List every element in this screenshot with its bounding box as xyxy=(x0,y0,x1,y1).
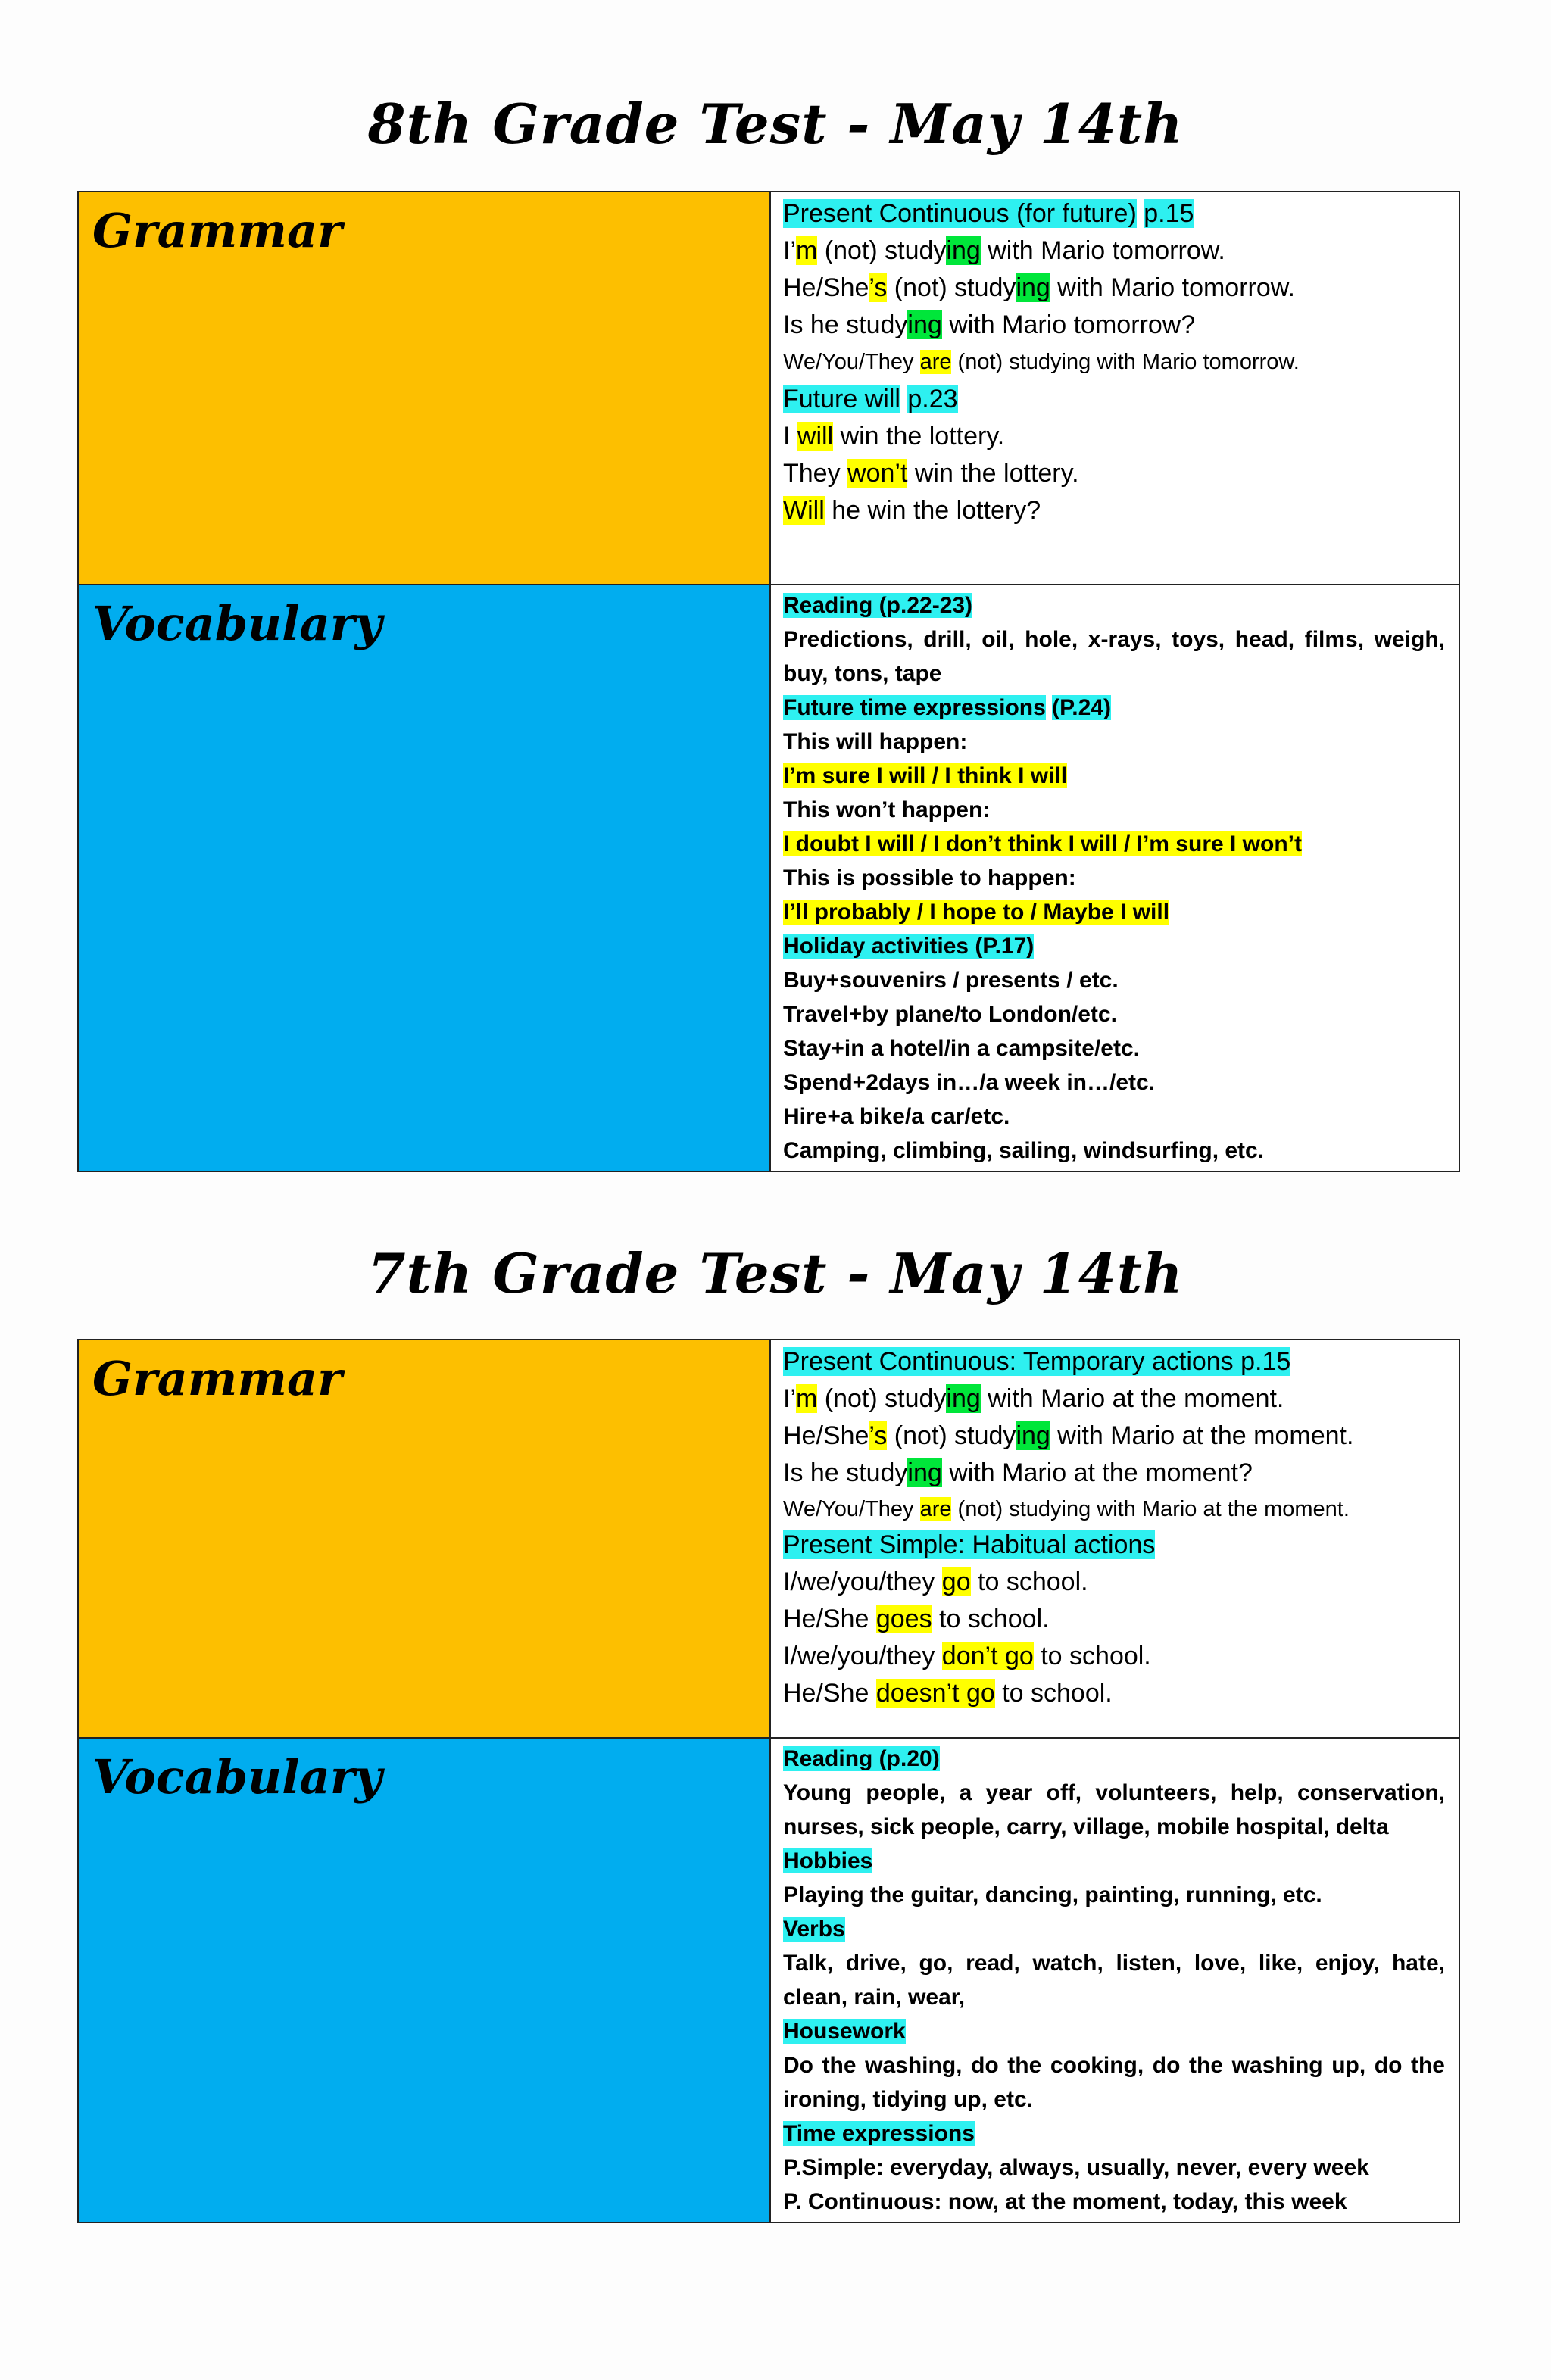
test8-vocab-label-cell xyxy=(79,585,771,1171)
test7-grammar-line-2: He/She’s (not) studying with Mario at the moment. xyxy=(783,1421,1354,1450)
test7-grammar-line-6: He/She goes to school. xyxy=(783,1605,1050,1633)
test7-vocab-heading-3: Verbs xyxy=(783,1917,845,1942)
test7-grammar-label-cell xyxy=(79,1340,771,1737)
test8-vocab-content xyxy=(771,585,1459,1171)
test8-vocab-line-3: I’m sure I will / I think I will xyxy=(783,763,1068,788)
test8-vocab-line-2: This will happen: xyxy=(783,729,968,754)
test8-grammar-line-5: I will win the lottery. xyxy=(783,422,1005,451)
test7-grammar-content xyxy=(771,1340,1459,1737)
test7-vocab-heading-1: Reading (p.20) xyxy=(783,1746,940,1771)
test7-vocab-label: Vocabulary xyxy=(92,1749,382,1804)
test8-vocab-line-12: Hire+a bike/a car/etc. xyxy=(783,1104,1010,1129)
test8-grammar-line-1: I’m (not) studying with Mario tomorrow. xyxy=(783,236,1225,265)
test8-grammar-line-3: Is he studying with Mario tomorrow? xyxy=(783,310,1196,339)
test7-vocab-line-2: Playing the guitar, dancing, painting, running, etc. xyxy=(783,1882,1322,1907)
test7-grammar-line-3: Is he studying with Mario at the moment? xyxy=(783,1458,1253,1487)
test8-grammar-line-7: Will he win the lottery? xyxy=(783,496,1041,525)
test7-grammar-line-4: We/You/They are (not) studying with Mario at the moment. xyxy=(783,1497,1350,1521)
test7-vocab-content xyxy=(771,1739,1459,2222)
test7-vocab-heading-4: Housework xyxy=(783,2019,906,2044)
test8-vocab-row xyxy=(79,585,1459,1171)
test7-vocab-line-5: P.Simple: everyday, always, usually, never, every week xyxy=(783,2155,1369,2180)
test8-vocab-label: Vocabulary xyxy=(92,596,382,651)
test8-vocab-line-11: Spend+2days in…/a week in…/etc. xyxy=(783,1070,1156,1095)
test8-vocab-line-1: Predictions, drill, oil, hole, x-rays, toys, head, films, weigh, buy, tons, tape xyxy=(783,627,1445,686)
test8-title: 8th Grade Test - May 14th xyxy=(367,92,1184,156)
test7-vocab-row xyxy=(79,1739,1459,2222)
test7-grammar-heading-2: Present Simple: Habitual actions xyxy=(783,1530,1156,1559)
test7-vocab-line-4: Do the washing, do the cooking, do the washing up, do the ironing, tidying up, etc. xyxy=(783,2053,1445,2112)
test7-vocab-line-1: Young people, a year off, volunteers, help, conservation, nurses, sick people, carry, village, mobile hospital, delta xyxy=(783,1780,1445,1839)
test7-vocab-label-cell xyxy=(79,1739,771,2222)
test7-grammar-heading-1: Present Continuous: Temporary actions p.15 xyxy=(783,1347,1291,1376)
test7-grammar-label: Grammar xyxy=(92,1351,342,1406)
test7-vocab-line-6: P. Continuous: now, at the moment, today, this week xyxy=(783,2189,1347,2214)
test8-vocab-line-7: I’ll probably / I hope to / Maybe I will xyxy=(783,900,1170,925)
test8-vocab-line-6: This is possible to happen: xyxy=(783,866,1076,891)
test8-vocab-line-5: I doubt I will / I don’t think I will / I’m sure I won’t xyxy=(783,831,1302,856)
test8-vocab-line-13: Camping, climbing, sailing, windsurfing, etc. xyxy=(783,1138,1265,1163)
test7-table xyxy=(77,1339,1460,2223)
test7-grammar-line-1: I’m (not) studying with Mario at the moment. xyxy=(783,1384,1284,1413)
test8-grammar-heading-1: Present Continuous (for future) p.15 xyxy=(783,199,1194,228)
test8-vocab-heading-2: Future time expressions (P.24) xyxy=(783,695,1111,720)
test8-vocab-line-4: This won’t happen: xyxy=(783,797,991,822)
test8-vocab-line-10: Stay+in a hotel/in a campsite/etc. xyxy=(783,1036,1141,1061)
test7-grammar-row xyxy=(79,1340,1459,1739)
test8-grammar-line-4: We/You/They are (not) studying with Mario tomorrow. xyxy=(783,350,1300,374)
test8-grammar-content xyxy=(771,192,1459,584)
test8-grammar-line-2: He/She’s (not) studying with Mario tomorrow. xyxy=(783,273,1295,302)
test8-grammar-heading-2: Future will p.23 xyxy=(783,385,958,413)
test7-grammar-line-5: I/we/you/they go to school. xyxy=(783,1567,1088,1596)
test8-grammar-line-6: They won’t win the lottery. xyxy=(783,459,1079,488)
test8-grammar-label: Grammar xyxy=(92,203,342,258)
test7-title: 7th Grade Test - May 14th xyxy=(367,1241,1184,1305)
test8-grammar-row xyxy=(79,192,1459,585)
test8-vocab-heading-1: Reading (p.22-23) xyxy=(783,593,973,618)
test8-table xyxy=(77,191,1460,1172)
test7-vocab-heading-2: Hobbies xyxy=(783,1848,873,1873)
test7-grammar-line-8: He/She doesn’t go to school. xyxy=(783,1679,1113,1708)
test8-vocab-heading-3: Holiday activities (P.17) xyxy=(783,934,1035,959)
test7-vocab-line-3: Talk, drive, go, read, watch, listen, love, like, enjoy, hate, clean, rain, wear, xyxy=(783,1951,1445,2010)
test7-vocab-heading-5: Time expressions xyxy=(783,2121,975,2146)
test8-vocab-line-9: Travel+by plane/to London/etc. xyxy=(783,1002,1117,1027)
test7-grammar-line-7: I/we/you/they don’t go to school. xyxy=(783,1642,1151,1670)
test8-grammar-label-cell xyxy=(79,192,771,584)
test8-vocab-line-8: Buy+souvenirs / presents / etc. xyxy=(783,968,1119,993)
